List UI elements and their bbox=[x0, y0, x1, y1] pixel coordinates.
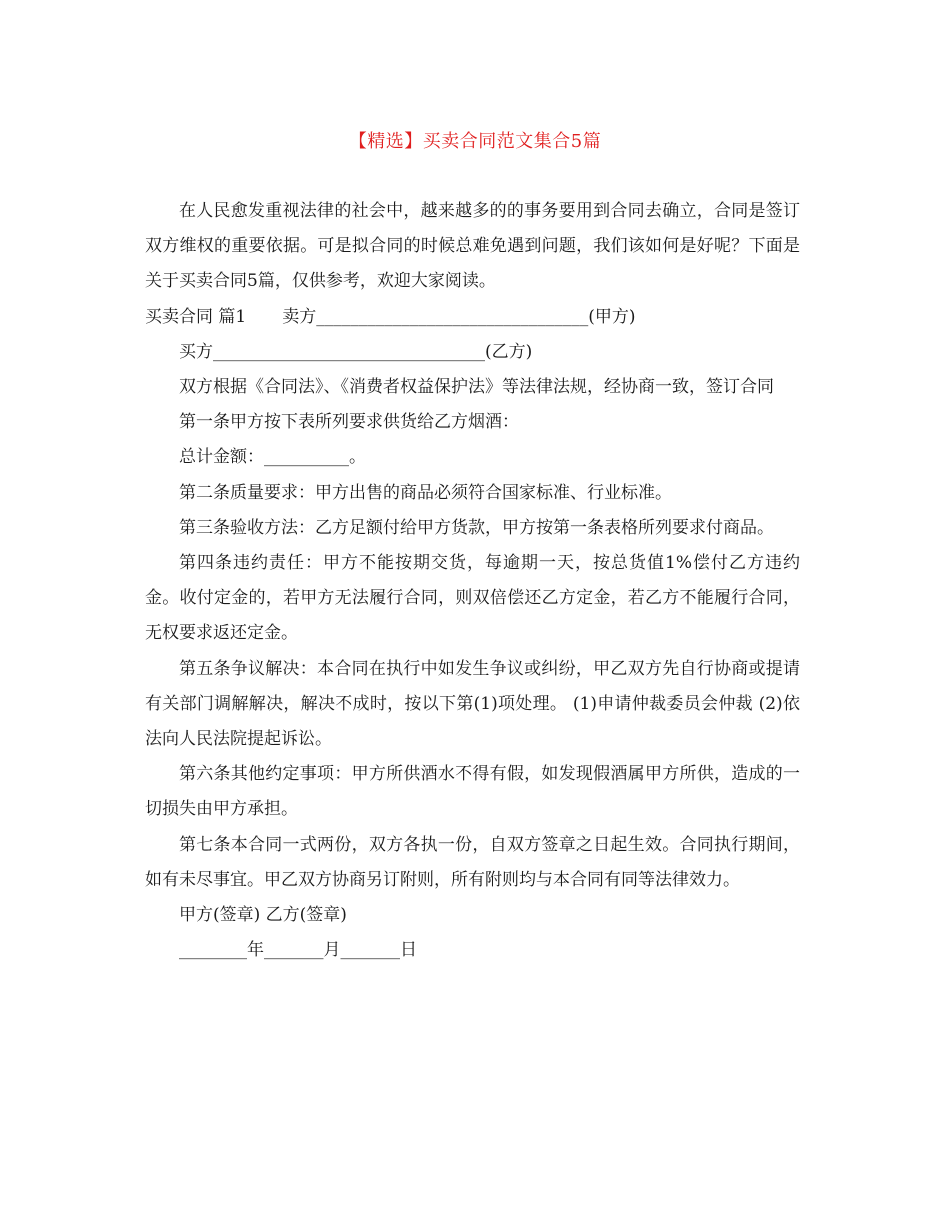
contract-heading-line bbox=[145, 300, 800, 335]
article-7: 第七条本合同一式两份，双方各执一份，自双方签章之日起生效。合同执行期间，如有未尽事宜。甲乙双方协商另订附则，所有附则均与本合同有同等法律效力。 bbox=[145, 834, 800, 890]
signature-line: 甲方(签章) 乙方(签章) bbox=[179, 905, 347, 926]
intro-paragraph: 在人民愈发重视法律的社会中，越来越多的的事务要用到合同去确立，合同是签订双方维权的重要依据。可是拟合同的时候总难免遇到问题，我们该如何是好呢？下面是关于买卖合同5篇，仅供参考，欢迎大家阅读。 bbox=[145, 201, 800, 292]
article-5: 第五条争议解决：本合同在执行中如发生争议或纠纷，甲乙双方先自行协商或提请有关部门调解解决，解决不成时，按以下第(1)项处理。 (1)申请仲裁委员会仲裁 (2)依法向人民法院提起诉讼。 bbox=[145, 658, 800, 750]
total-amount: 总计金额：__________。 bbox=[179, 447, 366, 468]
article-4: 第四条违约责任：甲方不能按期交货，每逾期一天，按总货值1%偿付乙方违约金。收付定金的，若甲方无法履行合同，则双倍偿还乙方定金，若乙方不能履行合同，无权要求返还定金。 bbox=[145, 553, 800, 644]
seller-line: 卖方________________________________(甲方) bbox=[282, 306, 636, 327]
document-body bbox=[145, 194, 800, 968]
buyer-line: 买方________________________________(乙方) bbox=[179, 341, 533, 362]
document-title: 【精选】买卖合同范文集合5篇 bbox=[348, 131, 602, 152]
article-6: 第六条其他约定事项：甲方所供酒水不得有假，如发现假酒属甲方所供，造成的一切损失由甲方承担。 bbox=[145, 764, 800, 820]
date-line: ________年_______月_______日 bbox=[179, 940, 417, 961]
article-2: 第二条质量要求：甲方出售的商品必须符合国家标准、行业标准。 bbox=[179, 482, 672, 503]
contract-heading: 买卖合同 篇1 bbox=[145, 306, 247, 327]
article-3: 第三条验收方法：乙方足额付给甲方货款，甲方按第一条表格所列要求付商品。 bbox=[179, 517, 774, 538]
article-1: 第一条甲方按下表所列要求供货给乙方烟酒： bbox=[179, 412, 519, 433]
basis-paragraph: 双方根据《合同法》、《消费者权益保护法》等法律法规，经协商一致，签订合同 bbox=[179, 377, 774, 398]
